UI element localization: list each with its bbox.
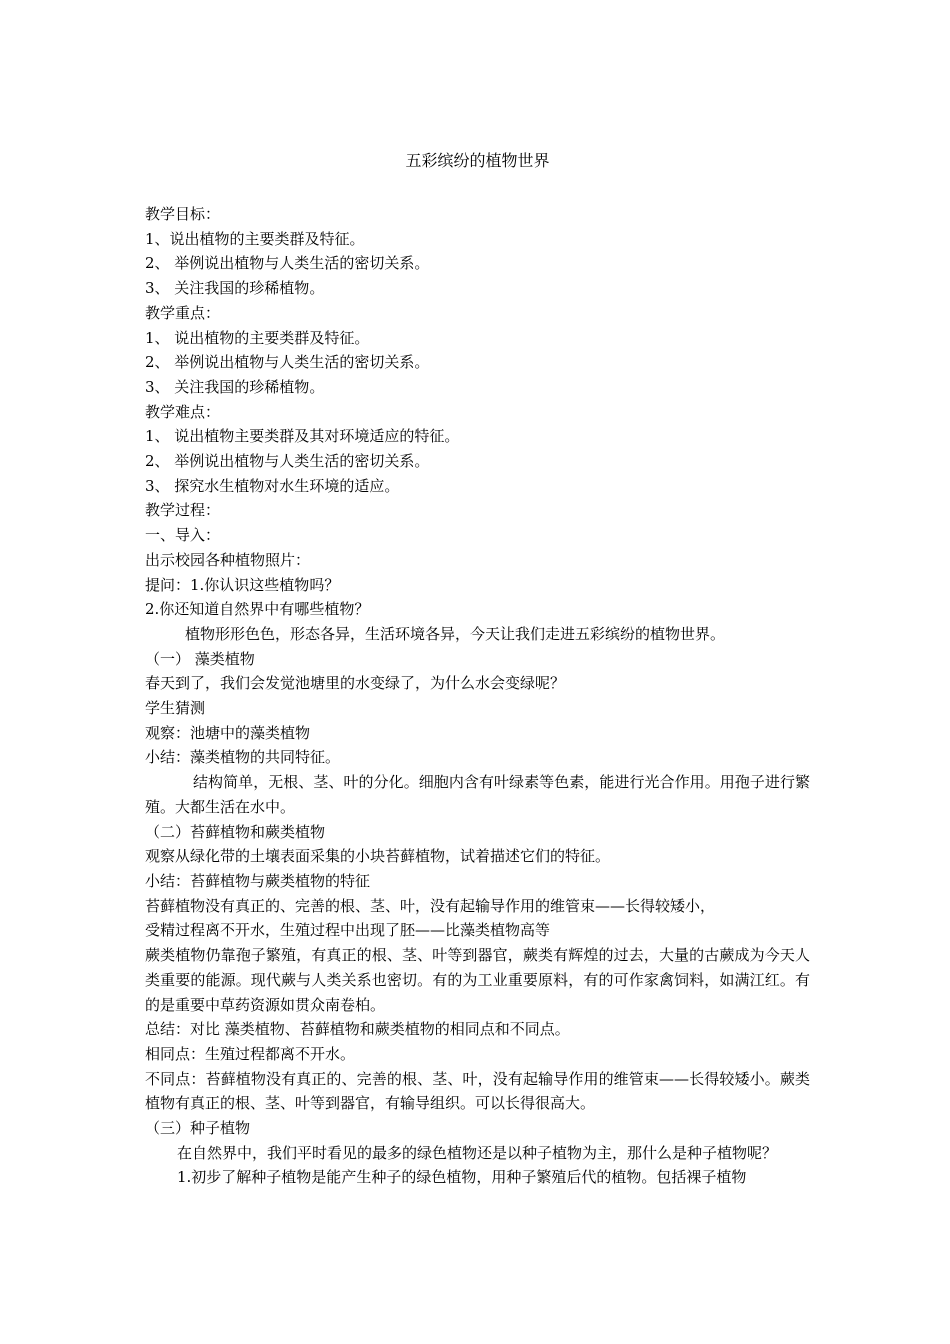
text-line: 提问：1.你认识这些植物吗？ [145, 575, 340, 594]
text-line: 学生猜测 [145, 699, 206, 718]
heading-objectives: 教学目标： [145, 205, 221, 223]
text-line: 出示校园各种植物照片： [145, 550, 311, 569]
text-paragraph: 在自然界中，我们平时看见的最多的绿色植物还是以种子植物为主，那什么是种子植物呢？ [177, 1143, 778, 1162]
key-point-2: 2、 举例说出植物与人类生活的密切关系。 [145, 353, 430, 372]
objective-3: 3、 关注我国的珍稀植物。 [145, 279, 325, 298]
key-point-1: 1、 说出植物的主要类群及特征。 [145, 328, 370, 347]
difficulty-3: 3、 探究水生植物对水生环境的适应。 [145, 476, 400, 495]
section-algae: （一） 藻类植物 [145, 649, 255, 668]
text-line: 观察：池塘中的藻类植物 [145, 723, 311, 742]
text-line: 总结：对比 藻类植物、苔藓植物和蕨类植物的相同点和不同点。 [145, 1020, 570, 1039]
objective-1: 1、说出植物的主要类群及特征。 [145, 229, 365, 248]
document-title: 五彩缤纷的植物世界 [405, 151, 550, 170]
section-seed-plants: （三）种子植物 [145, 1119, 251, 1138]
text-line: 苔藓植物没有真正的、完善的根、茎、叶，没有起输导作用的维管束——长得较矮小， [145, 896, 716, 915]
text-line: 小结：藻类植物的共同特征。 [145, 748, 341, 767]
text-line: 观察从绿化带的土壤表面采集的小块苔藓植物，试着描述它们的特征。 [145, 847, 611, 866]
difficulty-2: 2、 举例说出植物与人类生活的密切关系。 [145, 452, 430, 471]
section-moss-fern: （二）苔藓植物和蕨类植物 [145, 822, 326, 841]
text-line: 相同点：生殖过程都离不开水。 [145, 1044, 356, 1063]
text-line: 植物形形色色，形态各异，生活环境各异，今天让我们走进五彩缤纷的植物世界。 [185, 624, 726, 643]
text-line: 2.你还知道自然界中有哪些植物？ [145, 600, 370, 619]
document-page [145, 148, 810, 1190]
text-paragraph: 不同点：苔藓植物没有真正的、完善的根、茎、叶，没有起输导作用的维管束——长得较矮小。蕨类植物有真正的根、茎、叶等到器官，有输导组织。可以长得很高大。 [145, 1069, 810, 1113]
heading-key-points: 教学重点： [145, 303, 221, 322]
text-paragraph: 结构简单，无根、茎、叶的分化。细胞内含有叶绿素等色素，能进行光合作用。用孢子进行繁殖。大都生活在水中。 [145, 773, 810, 816]
text-line: 小结：苔藓植物与蕨类植物的特征 [145, 871, 371, 890]
text-line: 春天到了，我们会发觉池塘里的水变绿了，为什么水会变绿呢？ [145, 674, 566, 693]
text-paragraph: 蕨类植物仍靠孢子繁殖，有真正的根、茎、叶等到器官，蕨类有辉煌的过去，大量的古蕨成为今天人类重要的能源。现代蕨与人类关系也密切。有的为工业重要原料，有的可作家禽饲料，如满江红。有的是重要中草药资源如贯众南卷柏。 [145, 946, 810, 1014]
difficulty-1: 1、 说出植物主要类群及其对环境适应的特征。 [145, 427, 460, 446]
section-intro: 一、导入： [145, 526, 221, 545]
heading-process: 教学过程： [145, 501, 221, 520]
heading-difficulties: 教学难点： [145, 402, 221, 421]
text-line: 1.初步了解种子植物是能产生种子的绿色植物，用种子繁殖后代的植物。包括裸子植物 [177, 1168, 747, 1187]
objective-2: 2、 举例说出植物与人类生活的密切关系。 [145, 254, 430, 273]
text-line: 受精过程离不开水，生殖过程中出现了胚——比藻类植物高等 [145, 921, 551, 940]
key-point-3: 3、 关注我国的珍稀植物。 [145, 377, 325, 396]
